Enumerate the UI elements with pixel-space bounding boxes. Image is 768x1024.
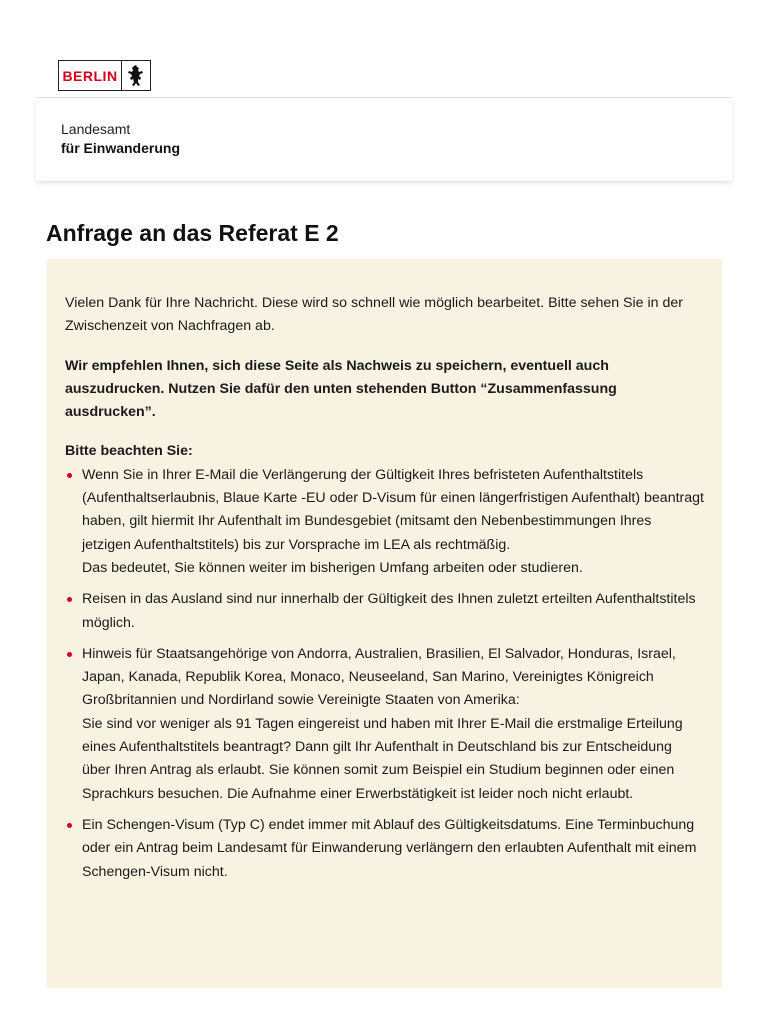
page-title: Anfrage an das Referat E 2	[46, 220, 339, 246]
bullet-icon	[67, 823, 72, 828]
bullet-icon	[67, 597, 72, 602]
agency-header	[36, 98, 732, 181]
list-item-text: Das bedeutet, Sie können weiter im bisherigen Umfang arbeiten oder studieren.	[82, 559, 583, 576]
bullet-icon	[67, 652, 72, 657]
agency-name-line1: Landesamt	[61, 121, 131, 137]
agency-name-line2: für Einwanderung	[61, 140, 180, 156]
list-item-text: Hinweis für Staatsangehörige von Andorra, Australien, Brasilien, El Salvador, Honduras, Israel, Japan, Kanada, Republik Korea, Monaco, Neuseeland, San Marino, Vereinigtes Königreich Großbritannien und Nordirland sowie Vereinigte Staaten von Amerika:	[82, 645, 676, 709]
list-item-text: Sie sind vor weniger als 91 Tagen eingereist und haben mit Ihrer E-Mail die erstmalige Erteilung eines Aufenthaltstitels beantragt? Dann gilt Ihr Aufenthalt in Deutschland bis zur Entscheidung über Ihren Antrag als erlaubt. Sie können somit zum Beispiel ein Studium beginnen oder einen Sprachkurs besuchen. Die Aufnahme einer Erwerbstätigkeit ist leider noch nicht erlaubt.	[82, 715, 683, 802]
berlin-logo-word: BERLIN	[59, 61, 122, 90]
berlin-bear-icon	[122, 61, 150, 90]
list-item-text: Reisen in das Ausland sind nur innerhalb der Gültigkeit des Ihnen zuletzt erteilten Aufenthaltstitels möglich.	[82, 591, 696, 631]
list-item	[65, 464, 704, 580]
list-item-text: Wenn Sie in Ihrer E-Mail die Verlängerung der Gültigkeit Ihres befristeten Aufenthaltstitels (Aufenthaltserlaubnis, Blaue Karte -EU oder D-Visum für einen längerfristigen Aufenthalt) beantragt haben, gilt hiermit Ihr Aufenthalt im Bundesgebiet (mitsamt den Nebenbestimmungen Ihres jetzigen Aufenthaltstitels) bis zur Vorsprache im LEA als rechtmäßig.	[82, 466, 704, 553]
logo-bar	[36, 0, 732, 98]
notice-list	[65, 464, 704, 884]
notice-heading: Bitte beachten Sie:	[65, 443, 193, 460]
list-item	[65, 588, 704, 635]
berlin-logo-link[interactable]	[58, 60, 151, 91]
notice-recommendation: Wir empfehlen Ihnen, sich diese Seite als Nachweis zu speichern, eventuell auch auszudrucken. Nutzen Sie dafür den unten stehenden Button “Zusammenfassung ausdrucken”.	[65, 357, 617, 421]
list-item	[65, 814, 704, 884]
list-item	[65, 643, 704, 806]
confirmation-notice	[47, 259, 722, 988]
list-item-text: Ein Schengen-Visum (Typ C) endet immer mit Ablauf des Gültigkeitsdatums. Eine Terminbuchung oder ein Antrag beim Landesamt für Einwanderung verlängern den erlaubten Aufenthalt mit einem Schengen-Visum nicht.	[82, 816, 697, 880]
notice-intro: Vielen Dank für Ihre Nachricht. Diese wird so schnell wie möglich bearbeitet. Bitte sehen Sie in der Zwischenzeit von Nachfragen ab.	[65, 295, 683, 335]
bullet-icon	[67, 473, 72, 478]
